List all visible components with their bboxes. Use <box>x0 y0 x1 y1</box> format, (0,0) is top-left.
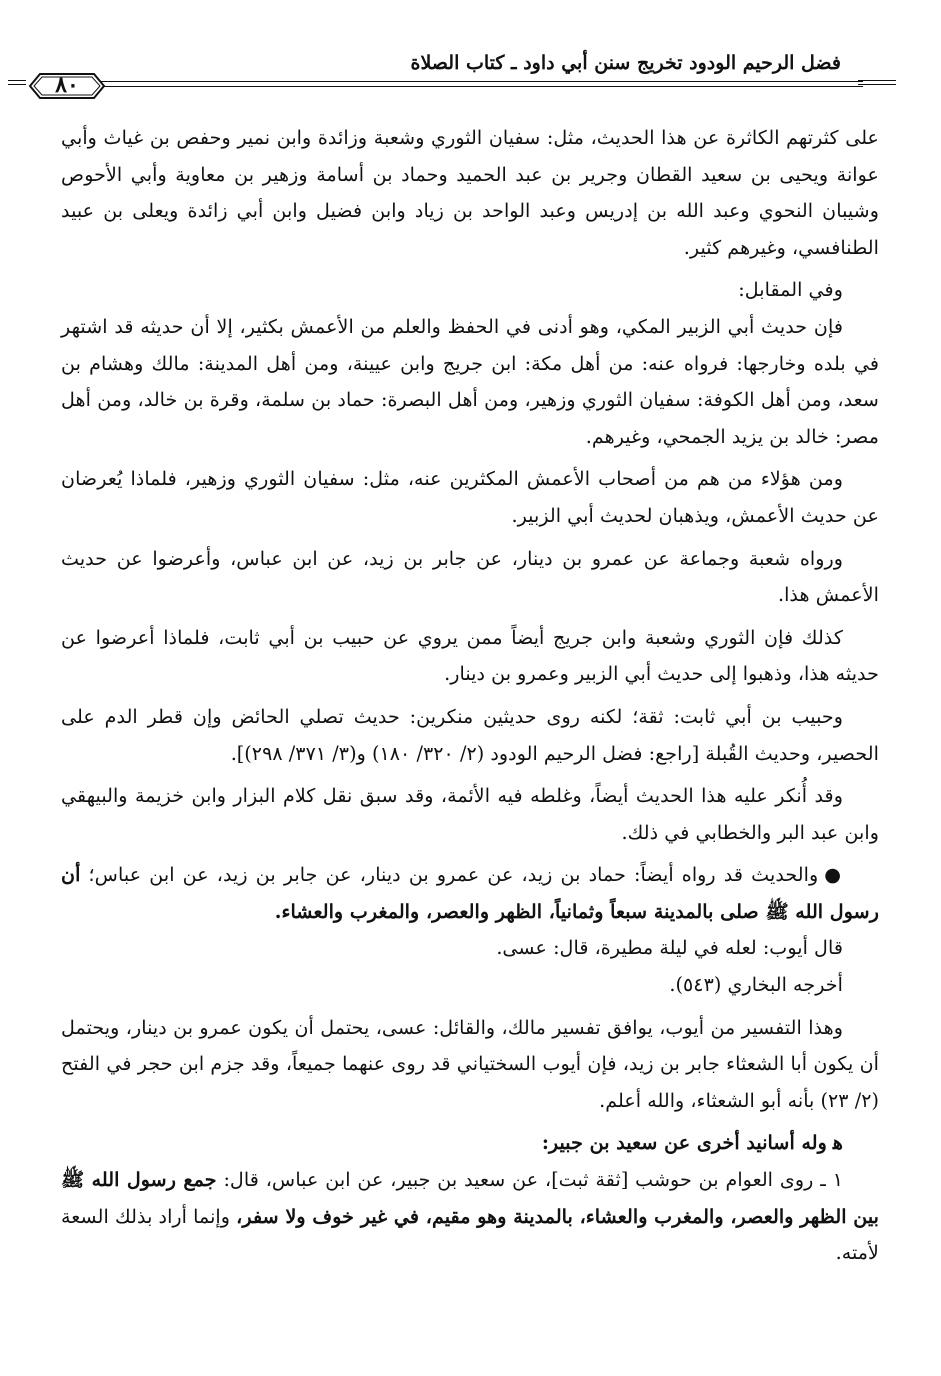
paragraph: ورواه شعبة وجماعة عن عمرو بن دينار، عن جابر بن زيد، عن ابن عباس، وأعرضوا عن حديث الأعمش هذا. <box>61 546 879 607</box>
header-rule-thin <box>98 86 863 87</box>
paragraph: على كثرتهم الكاثرة عن هذا الحديث، مثل: سفيان الثوري وشعبة وزائدة وابن نمير وحفص بن غياث وأبي عوانة ويحيى بن سعيد القطان وجرير بن عبد الحميد وحماد بن أسامة وزهير بن معاوية وأبي الأحوص وشيبان النحوي وعبد الله بن إدريس وعبد الواحد بن زياد وابن فضيل وابن أبي زائدة ويعلى بن عبيد الطنافسي، وغيرهم كثير. <box>61 126 879 259</box>
page-number: ٨٠ <box>55 72 79 98</box>
paragraph: كذلك فإن الثوري وشعبة وابن جريج أيضاً ممن يروي عن حبيب بن أبي ثابت، فلماذا أعرضوا عن حديثه هذا، وذهبوا إلى حديث أبي الزبير وعمرو بن دينار. <box>61 625 879 686</box>
page-number-frame <box>24 69 110 103</box>
hadith-text: أن رسول الله ﷺ صلى بالمدينة سبعاً وثمانياً، الظهر والعصر، والمغرب والعشاء. <box>61 863 879 923</box>
body-text <box>61 120 879 1278</box>
header-rule <box>98 81 863 82</box>
running-header-title: فضل الرحيم الودود تخريج سنن أبي داود ـ كتاب الصلاة <box>410 52 841 74</box>
paragraph: وقد أُنكر عليه هذا الحديث أيضاً، وغلطه فيه الأئمة، وقد سبق نقل كلام البزار وابن خزيمة والبيهقي وابن عبد البر والخطابي في ذلك. <box>61 784 879 844</box>
paragraph: قال أيوب: لعله في ليلة مطيرة، قال: عسى. <box>496 936 843 960</box>
paragraph: وحبيب بن أبي ثابت: ثقة؛ لكنه روى حديثين منكرين: حديث تصلي الحائض وإن قطر الدم على الحصير، وحديث القُبلة [راجع: فضل الرحيم الودود (٢/ ٣٢٠/ ١٨٠) و(٣/ ٣٧١/ ٢٩٨)]. <box>61 704 879 765</box>
paragraph: ١ ـ روى العوام بن حوشب [ثقة ثبت]، عن سعيد بن جبير، عن ابن عباس، قال: جمع رسول الله ﷺ بين الظهر والعصر، والمغرب والعشاء، بالمدينة وهو مقيم، في غير خوف ولا سفر، وإنما أراد بذلك السعة لأمته. <box>61 1168 879 1265</box>
header-ornament-left <box>8 80 26 88</box>
paragraph: وهذا التفسير من أيوب، يوافق تفسير مالك، والقائل: عسى، يحتمل أن يكون عمرو بن دينار، ويحتمل أن يكون أبا الشعثاء جابر بن زيد، فإن أيوب السختياني قد روى عنهما جميعاً، وقد جزم ابن حجر في الفتح (٢/ ٢٣) بأنه أبو الشعثاء، والله أعلم. <box>61 1015 879 1112</box>
bullet-icon: ● <box>824 863 843 887</box>
paragraph: فإن حديث أبي الزبير المكي، وهو أدنى في الحفظ والعلم من الأعمش بكثير، إلا أن حديثه قد اشتهر في بلده وخارجها: فرواه عنه: من أهل مكة: ابن جريج وابن عيينة، ومن أهل المدينة: مالك وهشام بن سعد، ومن أهل الكوفة: سفيان الثوري وزهير، ومن أهل البصرة: حماد بن سلمة، وقرة بن خالد، ومن أهل مصر: خالد بن يزيد الجمحي، وغيرهم. <box>61 314 879 448</box>
paragraph: وفي المقابل: <box>738 278 843 302</box>
paragraph: أخرجه البخاري (٥٤٣). <box>669 973 843 997</box>
hadith-text: جمع رسول الله ﷺ بين الظهر والعصر، والمغرب والعشاء، بالمدينة وهو مقيم، في غير خوف ولا سفر، <box>61 1168 879 1228</box>
paragraph: ومن هؤلاء من هم من أصحاب الأعمش المكثرين عنه، مثل: سفيان الثوري وزهير، فلماذا يُعرضان عن حديث الأعمش، ويذهبان لحديث أبي الزبير. <box>61 467 879 527</box>
section-mark-icon: ﻫ <box>832 1131 843 1155</box>
section-heading: ﻫوله أسانيد أخرى عن سعيد بن جبير: <box>541 1131 843 1155</box>
paragraph: ●والحديث قد رواه أيضاً: حماد بن زيد، عن عمرو بن دينار، عن جابر بن زيد، عن ابن عباس؛ أن رسول الله ﷺ صلى بالمدينة سبعاً وثمانياً، الظهر والعصر، والمغرب والعشاء. <box>61 863 879 923</box>
header-ornament-right <box>858 80 896 92</box>
